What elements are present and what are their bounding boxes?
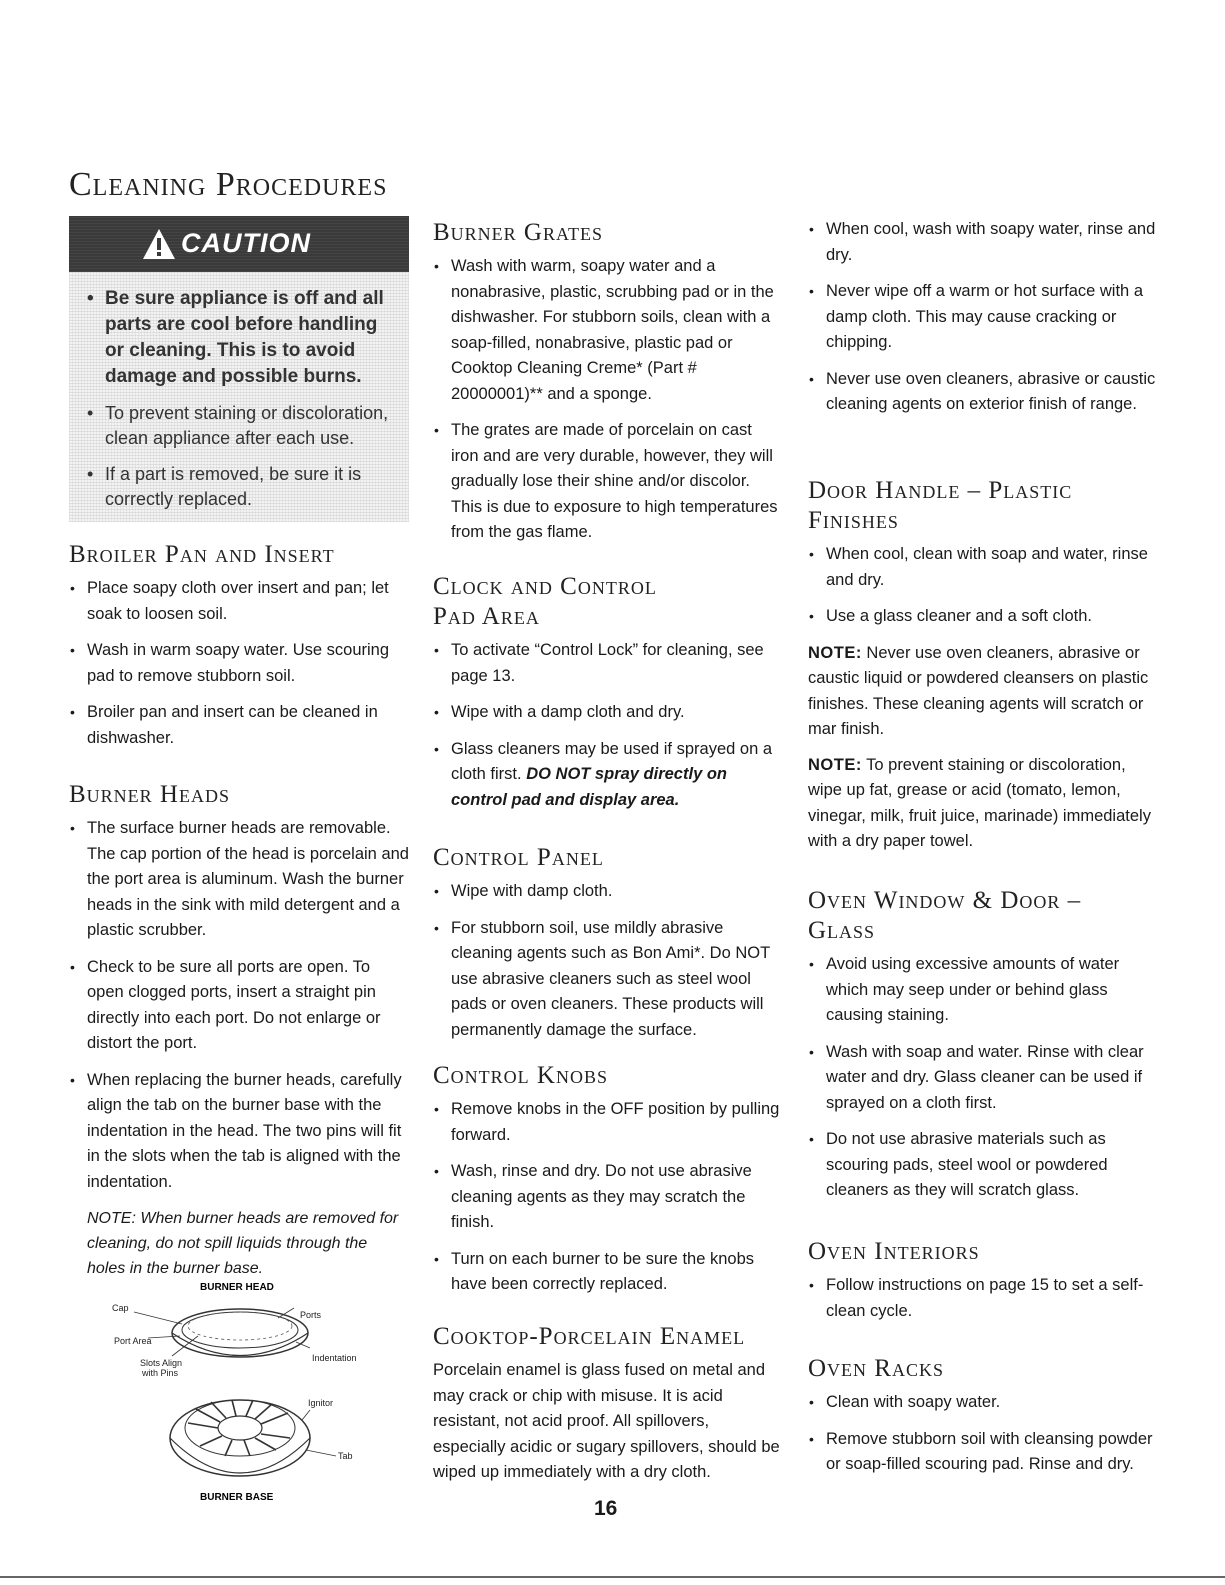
caution-item: • Be sure appliance is off and all parts are cool before handling or cleaning. This is to avoid damage and possible burns. [83, 286, 401, 390]
list-item: • Wipe with a damp cloth and dry. [433, 700, 783, 726]
caution-title: CAUTION [181, 228, 311, 258]
control-panel-heading: Control Panel [433, 844, 604, 871]
page-bottom-rule [0, 1576, 1225, 1578]
label-ports: Ports [300, 1310, 322, 1320]
door-handle-note-2 [808, 753, 1160, 855]
page-title: Cleaning Procedures [69, 166, 388, 203]
door-handle-heading-2: Finishes [808, 507, 899, 534]
door-handle-section [808, 476, 1160, 855]
list-item: • When replacing the burner heads, carefully align the tab on the burner base with the indentation in the head. The two pins will fit in the slots when the tab is aligned with the indentation. [69, 1068, 409, 1196]
control-knobs-section [433, 1061, 783, 1309]
list-item: • Do not use abrasive materials such as scouring pads, steel wool or powdered cleaners as they will scratch glass. [808, 1127, 1160, 1204]
oven-interiors-section [808, 1237, 1160, 1335]
label-slots-2: with Pins [142, 1368, 179, 1378]
list-item: • The grates are made of porcelain on cast iron and are very durable, however, they will gradually lose their shine and/or discolor. This is due to exposure to high temperatures from the gas flame. [433, 418, 783, 546]
list-item [433, 737, 783, 814]
clock-control-heading: Clock and Control [433, 573, 657, 600]
list-item: • Broiler pan and insert can be cleaned in dishwasher. [69, 700, 409, 751]
list-item: • Check to be sure all ports are open. To open clogged ports, insert a straight pin directly into each port. Do not enlarge or distort the port. [69, 955, 409, 1057]
list-item: • Wash with warm, soapy water and a nonabrasive, plastic, scrubbing pad or in the dishwasher. For stubborn soils, clean with a soap-filled, nonabrasive, plastic pad or Cooktop Cleaning Creme* (Part # 20000001)** and a sponge. [433, 254, 783, 407]
figure-label-top: BURNER HEAD [200, 1282, 274, 1293]
burner-grates-heading: Burner Grates [433, 219, 603, 246]
list-item: • Never use oven cleaners, abrasive or caustic cleaning agents on exterior finish of range. [808, 367, 1160, 418]
door-handle-heading: Door Handle – Plastic [808, 477, 1073, 504]
list-item: • For stubborn soil, use mildly abrasive cleaning agents such as Bon Ami*. Do NOT use abrasive cleaners such as steel wool pads or oven cleaners. These products will permanently damage the surface. [433, 916, 783, 1044]
burner-heads-note: NOTE: When burner heads are removed for cleaning, do not spill liquids through the holes in the burner base. [87, 1210, 399, 1277]
warning-text: DO NOT spray directly on control pad and display area. [451, 765, 727, 809]
oven-window-section [808, 886, 1160, 1215]
label-port-area: Port Area [114, 1336, 152, 1346]
list-item: • When cool, wash with soapy water, rinse and dry. [808, 217, 1160, 268]
list-item: • To activate “Control Lock” for cleaning, see page 13. [433, 638, 783, 689]
oven-racks-section [808, 1354, 1160, 1489]
warning-icon [142, 228, 176, 260]
list-item: • Clean with soapy water. [808, 1390, 1160, 1416]
label-indentation: Indentation [312, 1353, 357, 1363]
list-item: • Wash, rinse and dry. Do not use abrasive cleaning agents as they may scratch the finish. [433, 1159, 783, 1236]
list-item: • Wipe with damp cloth. [433, 879, 783, 905]
label-ignitor: Ignitor [308, 1398, 334, 1408]
list-item: • Follow instructions on page 15 to set a self-clean cycle. [808, 1273, 1160, 1324]
burner-heads-section [69, 780, 409, 1281]
list-item: • Remove stubborn soil with cleansing powder or soap-filled scouring pad. Rinse and dry. [808, 1427, 1160, 1478]
burner-grates-section [433, 218, 783, 557]
control-panel-section [433, 843, 783, 1054]
burner-diagram [110, 1278, 370, 1508]
list-item: • Turn on each burner to be sure the knobs have been correctly replaced. [433, 1247, 783, 1298]
caution-item: • To prevent staining or discoloration, clean appliance after each use. [83, 401, 401, 451]
caution-list [83, 286, 401, 523]
page-number: 16 [594, 1497, 618, 1520]
caution-item: • If a part is removed, be sure it is correctly replaced. [83, 462, 401, 512]
caution-header [69, 216, 409, 272]
clock-control-section [433, 572, 783, 824]
list-item: • Remove knobs in the OFF position by pulling forward. [433, 1097, 783, 1148]
broiler-heading: Broiler Pan and Insert [69, 541, 335, 568]
note-text: To prevent staining or discoloration, wipe up fat, grease or acid (tomato, lemon, vinegar, milk, fruit juice, marinade) immediately with a dry paper towel. [808, 755, 1151, 850]
list-item: • Wash in warm soapy water. Use scouring pad to remove stubborn soil. [69, 638, 409, 689]
oven-window-heading: Oven Window & Door – [808, 887, 1082, 914]
cooktop-porcelain-heading: Cooktop-Porcelain Enamel [433, 1323, 746, 1350]
oven-window-heading-2: Glass [808, 917, 876, 944]
label-tab: Tab [338, 1451, 353, 1461]
caution-box [69, 216, 409, 522]
oven-interiors-heading: Oven Interiors [808, 1238, 980, 1265]
figure-label-bottom: BURNER BASE [200, 1492, 274, 1503]
list-item: • When cool, clean with soap and water, rinse and dry. [808, 542, 1160, 593]
list-item: • Use a glass cleaner and a soft cloth. [808, 604, 1160, 630]
list-item: • Never wipe off a warm or hot surface with a damp cloth. This may cause cracking or chipping. [808, 279, 1160, 356]
burner-heads-heading: Burner Heads [69, 781, 230, 808]
oven-racks-heading: Oven Racks [808, 1355, 944, 1382]
list-item-text: Glass cleaners may be used if sprayed on a cloth first. [451, 739, 773, 783]
note-label: NOTE: [808, 643, 862, 662]
note-text: Never use oven cleaners, abrasive or caustic liquid or powdered cleansers on plastic finishes. These cleaning agents will scratch or mar finish. [808, 643, 1149, 738]
door-handle-note-1 [808, 641, 1160, 743]
control-knobs-heading: Control Knobs [433, 1062, 608, 1089]
list-item: • The surface burner heads are removable. The cap portion of the head is porcelain and the port area is aluminum. Wash the burner heads in the sink with mild detergent and a plastic scrubber. [69, 816, 409, 944]
clock-control-heading-2: Pad Area [433, 603, 540, 630]
broiler-section [69, 540, 409, 762]
cooktop-porcelain-text: Porcelain enamel is glass fused on metal and may crack or chip with misuse. It is acid resistant, not acid proof. All spillovers, especially acidic or sugary spillovers, should be wiped up immediately with a dry cloth. [433, 1361, 780, 1481]
list-item: • Wash with soap and water. Rinse with clear water and dry. Glass cleaner can be used if sprayed on a cloth first. [808, 1040, 1160, 1117]
exterior-finish-section [808, 217, 1160, 429]
cooktop-porcelain-section [433, 1322, 783, 1486]
note-label: NOTE: [808, 755, 862, 774]
label-cap: Cap [112, 1303, 129, 1313]
list-item: • Avoid using excessive amounts of water which may seep under or behind glass causing staining. [808, 952, 1160, 1029]
label-slots: Slots Align [140, 1358, 183, 1368]
list-item: • Place soapy cloth over insert and pan; let soak to loosen soil. [69, 576, 409, 627]
